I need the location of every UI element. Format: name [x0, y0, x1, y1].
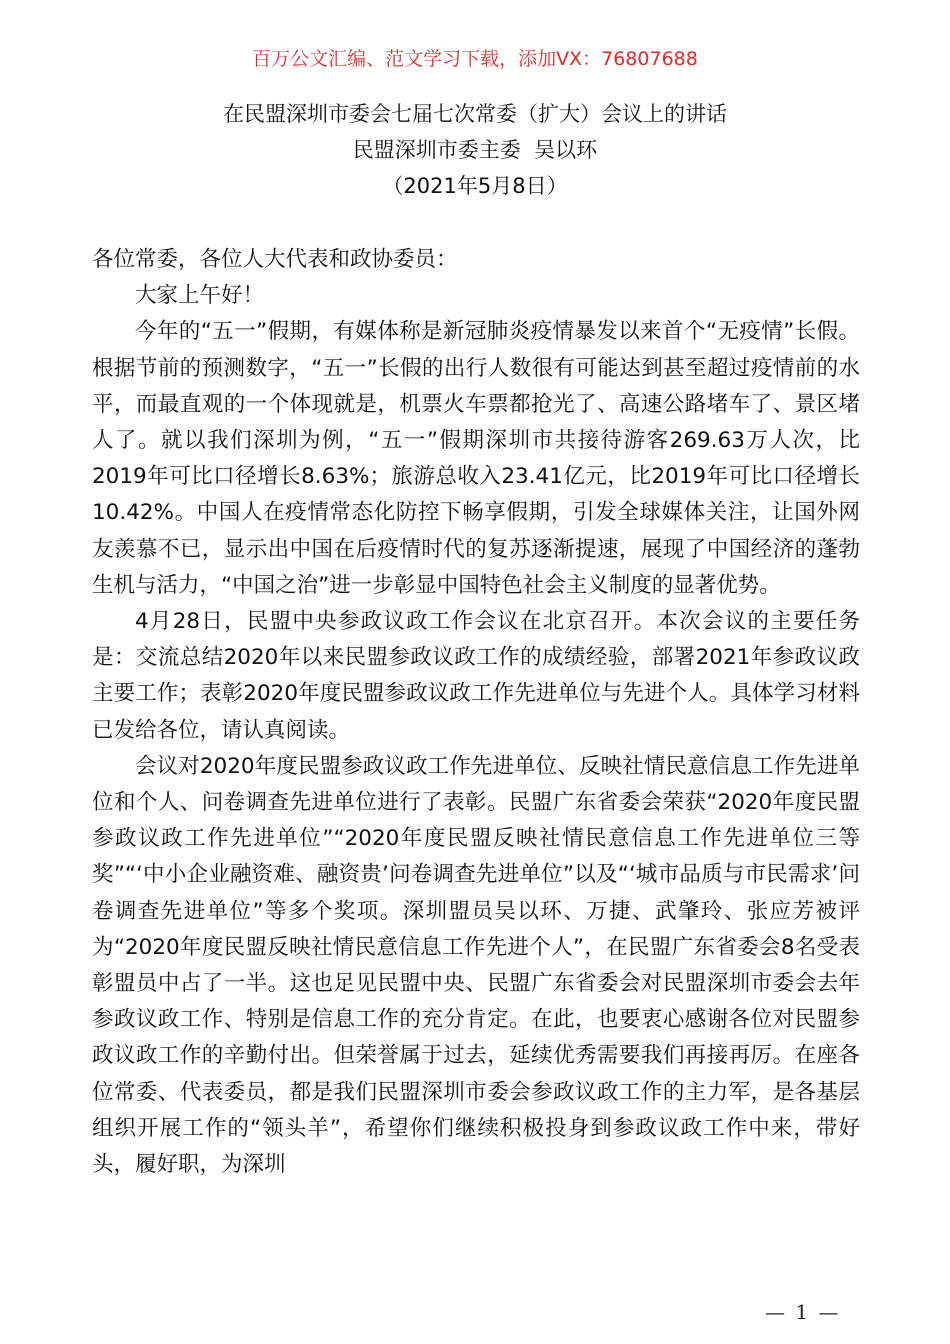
paragraph: 4月28日，民盟中央参政议政工作会议在北京召开。本次会议的主要任务是：交流总结2020年以来民盟参政议政工作的成绩经验，部署2021年参政议政主要工作；表彰2020年度民盟参政议政工作先进单位与先进个人。具体学习材料已发给各位，请认真阅读。 — [92, 609, 860, 743]
author-line: 民盟深圳市委主委 吴以环 — [352, 138, 598, 162]
watermark-banner: 百万公文汇编、范文学习下载，添加VX：76807688 — [252, 48, 698, 70]
paragraph: 会议对2020年度民盟参政议政工作先进单位、反映社情民意信息工作先进单位和个人、问卷调查先进单位进行了表彰。民盟广东省委会荣获“2020年度民盟参政议政工作先进单位”“2020年度民盟反映社情民意信息工作先进单位三等奖”“‘中小企业融资难、融资贵’问卷调查先进单位”以及“‘城市品质与市民需求’问卷调查先进单位”等多个奖项。深圳盟员吴以环、万捷、武肇玲、张应芳被评为“2020年度民盟反映社情民意信息工作先进个人”，在民盟广东省委会8名受表彰盟员中占了一半。这也足见民盟中央、民盟广东省委会对民盟深圳市委会去年参政议政工作、特别是信息工作的充分肯定。在此，也要衷心感谢各位对民盟参政议政工作的辛勤付出。但荣誉属于过去，延续优秀需要我们再接再厉。在座各位常委、代表委员，都是我们民盟深圳市委会参政议政工作的主力军，是各基层组织开展工作的“领头羊”，希望你们继续积极投身到参政议政工作中来，带好头，履好职，为深圳 — [92, 753, 860, 1178]
document-title: 在民盟深圳市委会七届七次常委（扩大）会议上的讲话 — [223, 102, 727, 126]
page-number: — 1 — — [765, 1300, 841, 1324]
greeting: 大家上午好！ — [135, 283, 265, 309]
date-line: （2021年5月8日） — [382, 174, 568, 198]
salutation: 各位常委，各位人大代表和政协委员： — [92, 247, 458, 272]
document-body — [92, 242, 860, 1183]
paragraph: 今年的“五一”假期，有媒体称是新冠肺炎疫情暴发以来首个“无疫情”长假。根据节前的预测数字，“五一”长假的出行人数很有可能达到甚至超过疫情前的水平，而最直观的一个体现就是，机票火车票都抢光了、高速公路堵车了、景区堵人了。就以我们深圳为例，“五一”假期深圳市共接待游客269.63万人次，比2019年可比口径增长8.63%；旅游总收入23.41亿元，比2019年可比口径增长10.42%。中国人在疫情常态化防控下畅享假期，引发全球媒体关注，让国外网友羡慕不已，显示出中国在后疫情时代的复苏逐渐提速，展现了中国经济的蓬勃生机与活力，“中国之治”进一步彰显中国特色社会主义制度的显著优势。 — [92, 319, 860, 598]
title-block — [0, 96, 950, 204]
